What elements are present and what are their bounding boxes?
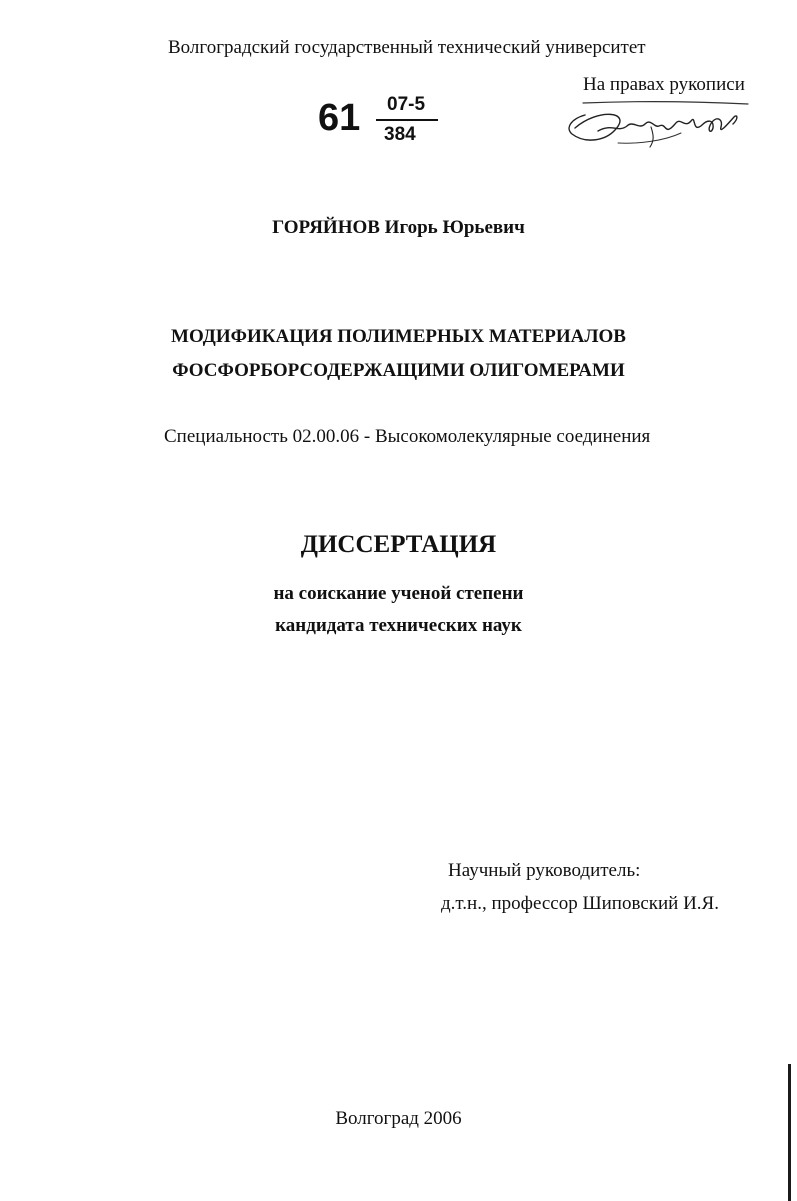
shelf-mark-main: 61 [318,97,361,139]
shelf-mark-fraction-line [376,119,438,121]
title-line-1: МОДИФИКАЦИЯ ПОЛИМЕРНЫХ МАТЕРИАЛОВ [171,326,626,347]
library-shelf-mark [318,95,448,155]
author-name: ГОРЯЙНОВ Игорь Юрьевич [272,217,525,238]
manuscript-rights-note: На правах рукописи [583,74,745,95]
supervisor-name: д.т.н., профессор Шиповский И.Я. [441,893,719,914]
university-name: Волгоградский государственный технический университет [168,37,646,58]
degree-line-1: на соискание ученой степени [273,583,524,604]
dissertation-title [0,320,797,388]
scan-edge-shadow [788,1064,791,1201]
author-signature [563,99,753,157]
title-line-2: ФОСФОРБОРСОДЕРЖАЩИМИ ОЛИГОМЕРАМИ [172,360,625,381]
city-and-year: Волгоград 2006 [335,1108,462,1129]
shelf-mark-denominator: 384 [384,124,416,145]
supervisor-label: Научный руководитель: [448,860,641,881]
specialty-line: Специальность 02.00.06 - Высокомолекулярные соединения [164,426,651,447]
degree-line-2: кандидата технических наук [275,615,522,636]
degree-description [0,578,797,642]
document-type: ДИССЕРТАЦИЯ [300,531,497,558]
shelf-mark-numerator: 07-5 [387,94,426,115]
